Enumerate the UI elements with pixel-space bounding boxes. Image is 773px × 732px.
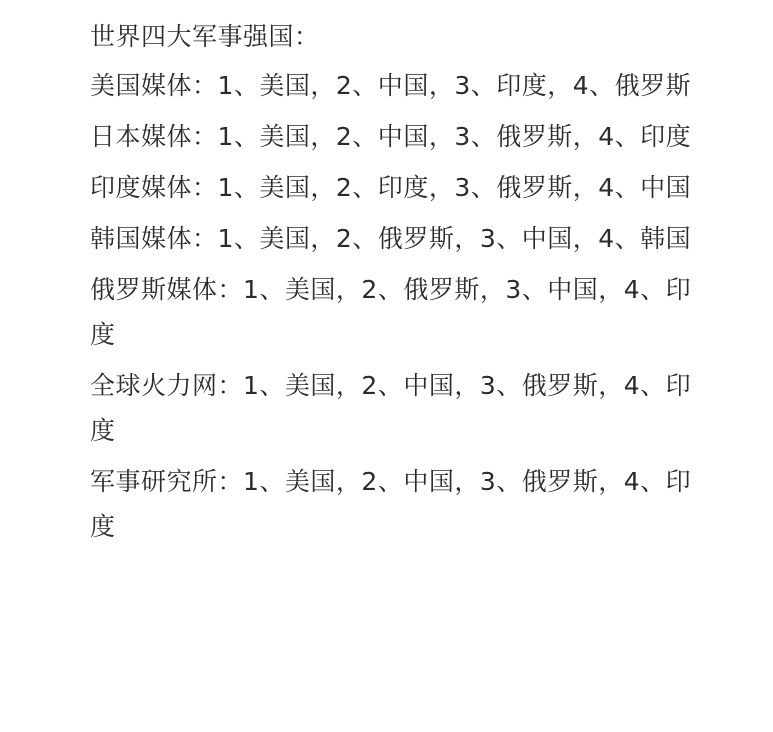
ranking-line-japan-media: 日本媒体：1、美国，2、中国，3、俄罗斯，4、印度: [90, 122, 692, 151]
ranking-line-military-institute: 军事研究所：1、美国，2、中国，3、俄罗斯，4、印度: [90, 467, 692, 541]
ranking-line-global-firepower: 全球火力网：1、美国，2、中国，3、俄罗斯，4、印度: [90, 371, 692, 445]
ranking-line-korea-media: 韩国媒体：1、美国，2、俄罗斯，3、中国，4、韩国: [90, 224, 692, 253]
document-title: 世界四大军事强国：: [90, 22, 320, 51]
ranking-line-us-media: 美国媒体：1、美国，2、中国，3、印度，4、俄罗斯: [90, 71, 692, 100]
ranking-line-russia-media: 俄罗斯媒体：1、美国，2、俄罗斯，3、中国，4、印度: [90, 275, 692, 349]
ranking-line-india-media: 印度媒体：1、美国，2、印度，3、俄罗斯，4、中国: [90, 173, 692, 202]
